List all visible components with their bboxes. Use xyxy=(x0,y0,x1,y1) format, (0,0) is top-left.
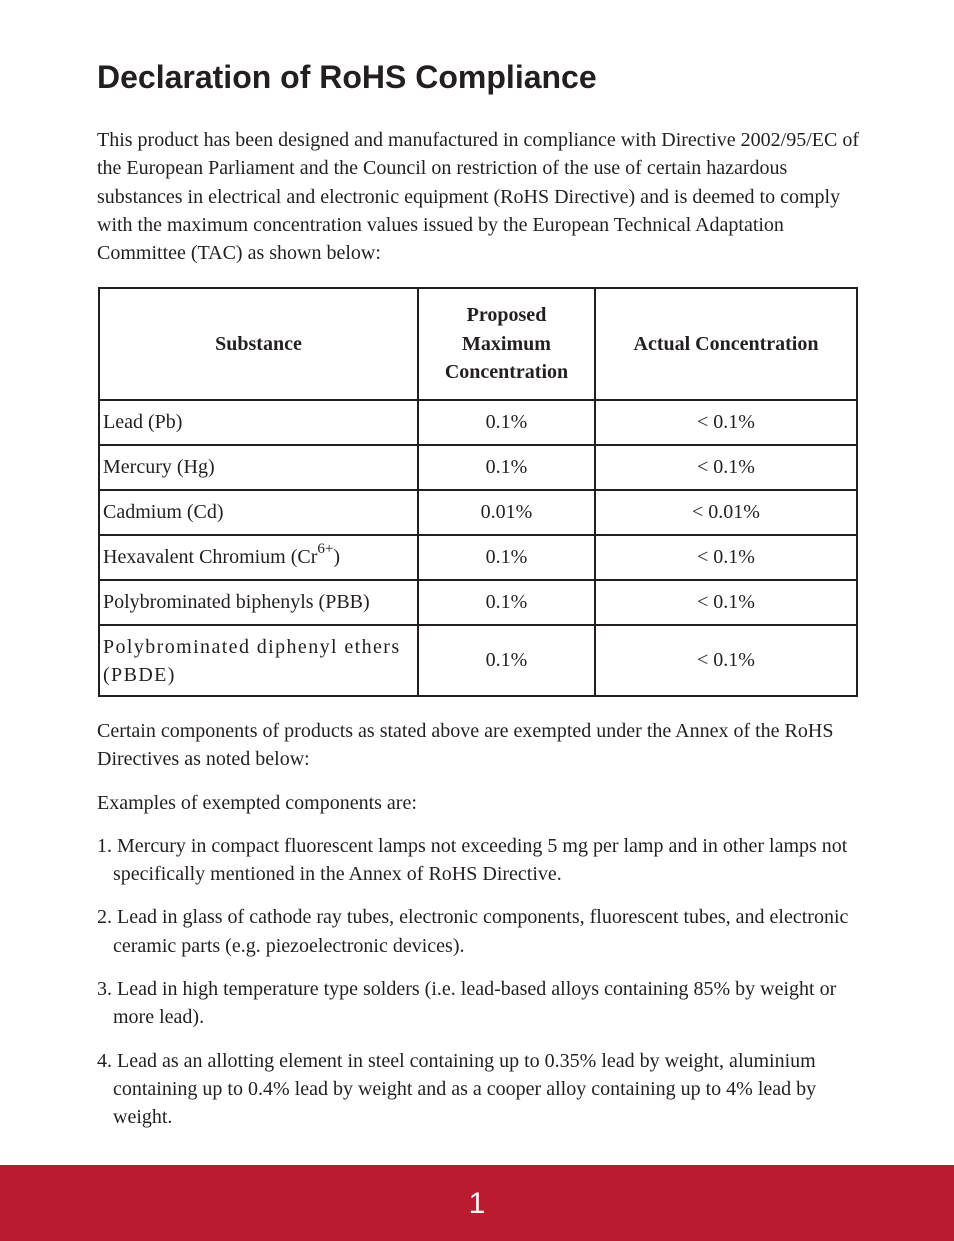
substance-cell: Polybrominated biphenyls (PBB) xyxy=(99,580,418,625)
header-proposed-max-label: Proposed Maximum Concentration xyxy=(444,304,569,384)
substance-cell: Polybrominated diphenyl ethers (PBDE) xyxy=(99,625,418,696)
substance-cell: Mercury (Hg) xyxy=(99,445,418,490)
page-title: Declaration of RoHS Compliance xyxy=(97,59,597,95)
table-row xyxy=(99,490,857,535)
substance-cell xyxy=(99,535,418,580)
list-item: 2. Lead in glass of cathode ray tubes, electronic components, fluorescent tubes, and electronic ceramic parts (e.g. piezoelectronic devices). xyxy=(97,906,849,957)
table-row xyxy=(99,625,857,696)
proposed-cell: 0.1% xyxy=(418,580,595,625)
exemptions-section xyxy=(97,717,859,1147)
list-item: 3. Lead in high temperature type solders (i.e. lead-based alloys containing 85% by weight or more lead). xyxy=(97,978,837,1029)
substance-cell: Cadmium (Cd) xyxy=(99,490,418,535)
actual-cell: < 0.1% xyxy=(595,625,857,696)
table-row xyxy=(99,535,857,580)
actual-cell: < 0.1% xyxy=(595,580,857,625)
actual-cell: < 0.1% xyxy=(595,445,857,490)
actual-cell: < 0.01% xyxy=(595,490,857,535)
table-header-row xyxy=(99,288,857,400)
intro-paragraph: This product has been designed and manufactured in compliance with Directive 2002/95/EC of the European Parliament and the Council on restriction of the use of certain hazardous substances in electrical and electronic equipment (RoHS Directive) and is deemed to comply with the maximum concentration values issued by the European Technical Adaptation Committee (TAC) as shown below: xyxy=(97,129,860,265)
rohs-concentration-table xyxy=(98,287,858,697)
proposed-cell: 0.1% xyxy=(418,400,595,445)
actual-cell: < 0.1% xyxy=(595,535,857,580)
header-actual: Actual Concentration xyxy=(595,288,857,400)
proposed-cell: 0.1% xyxy=(418,445,595,490)
header-proposed-max xyxy=(418,288,595,400)
ion-charge-superscript: 6+ xyxy=(317,541,334,558)
proposed-cell: 0.1% xyxy=(418,535,595,580)
proposed-cell: 0.1% xyxy=(418,625,595,696)
table-row xyxy=(99,445,857,490)
header-substance: Substance xyxy=(99,288,418,400)
substance-name-close: ) xyxy=(333,546,341,568)
page-number: 1 xyxy=(468,1187,486,1220)
substance-cell: Lead (Pb) xyxy=(99,400,418,445)
actual-cell: < 0.1% xyxy=(595,400,857,445)
examples-list xyxy=(97,832,859,1132)
substance-name: Hexavalent Chromium (Cr xyxy=(103,546,318,568)
exempt-intro-paragraph: Certain components of products as stated above are exempted under the Annex of the RoHS Directives as noted below: xyxy=(97,720,834,771)
table-row xyxy=(99,400,857,445)
list-item: 4. Lead as an allotting element in steel containing up to 0.35% lead by weight, aluminium containing up to 0.4% lead by weight and as a cooper alloy containing up to 4% lead by weight. xyxy=(97,1049,817,1129)
table-row xyxy=(99,580,857,625)
proposed-cell: 0.01% xyxy=(418,490,595,535)
list-item: 1. Mercury in compact fluorescent lamps not exceeding 5 mg per lamp and in other lamps not specifically mentioned in the Annex of RoHS Directive. xyxy=(97,834,848,886)
examples-heading: Examples of exempted components are: xyxy=(97,791,417,814)
